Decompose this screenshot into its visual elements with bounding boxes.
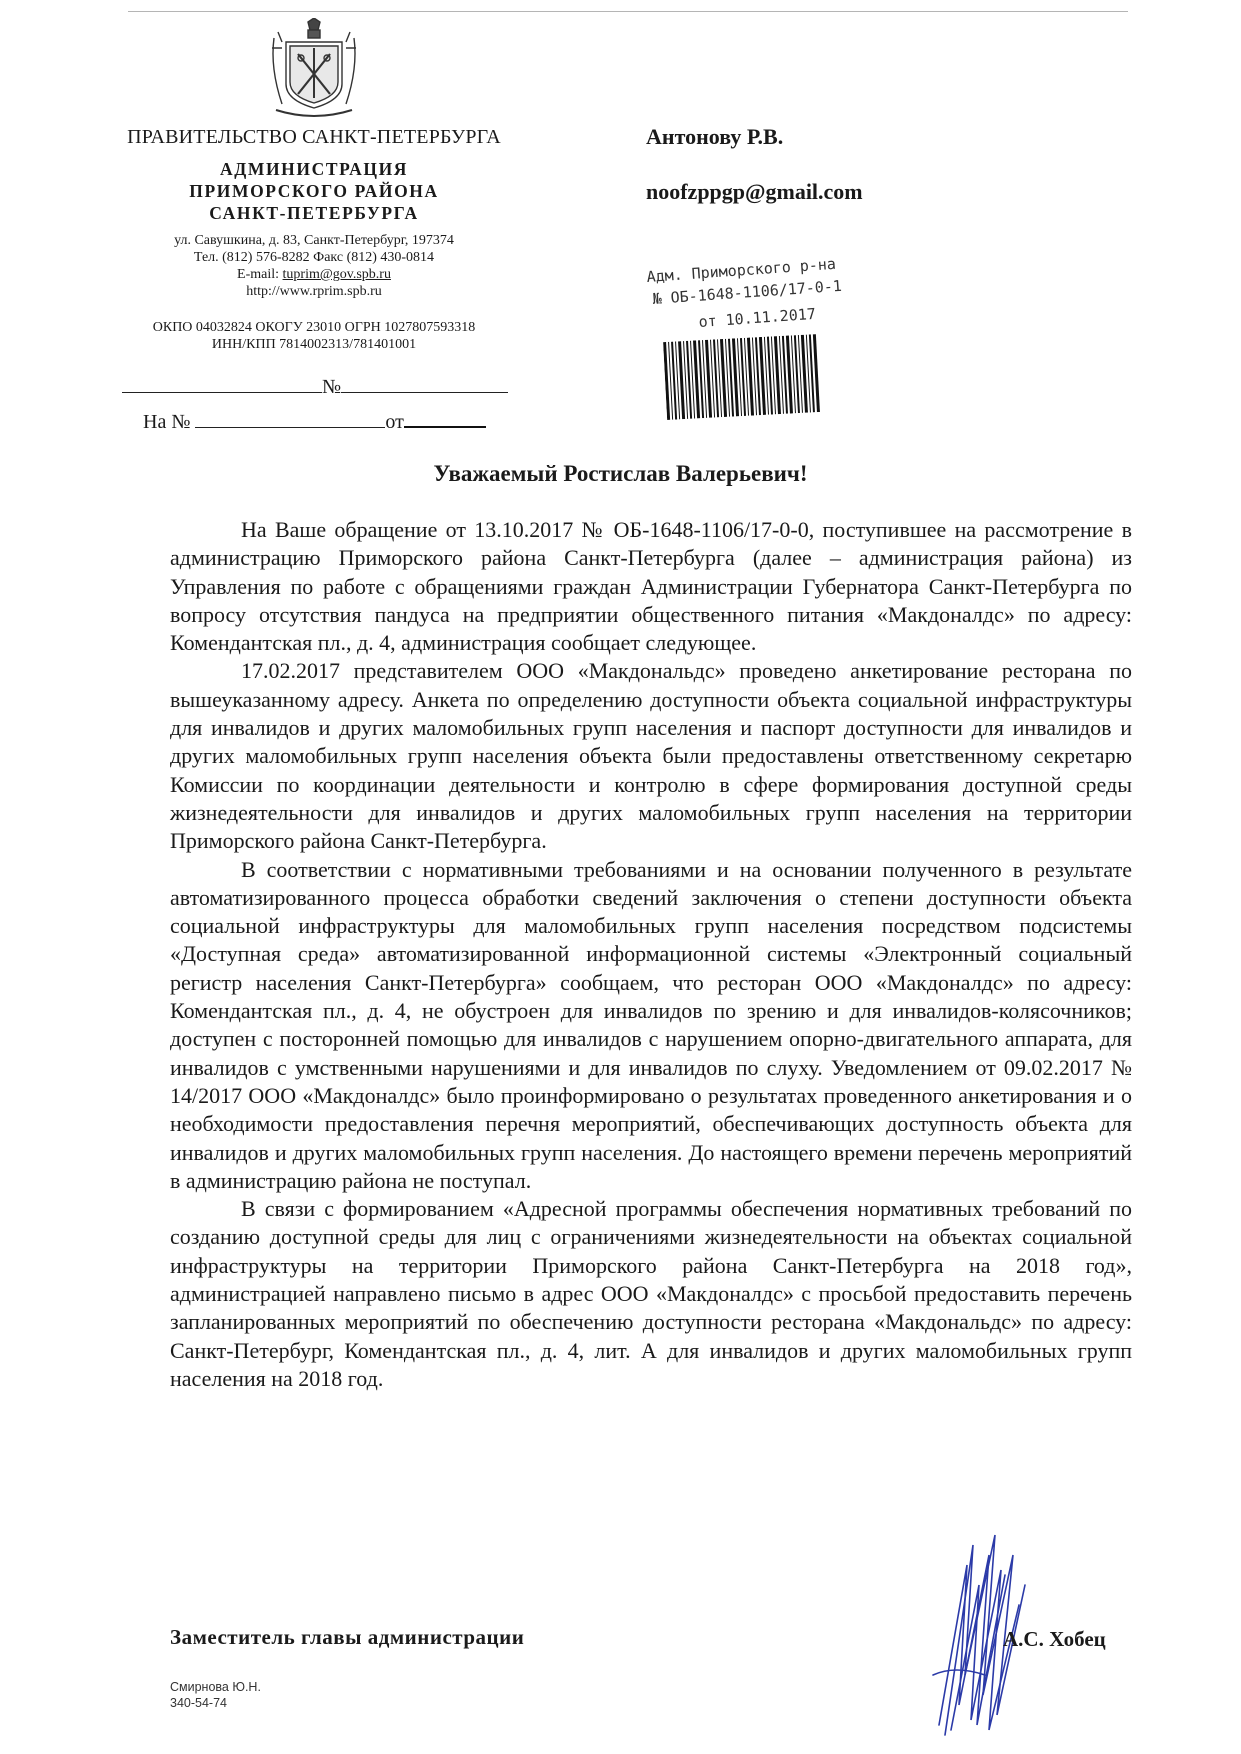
top-rule: [128, 11, 1128, 12]
executor-name: Смирнова Ю.Н.: [170, 1680, 261, 1694]
number-label: №: [322, 376, 342, 398]
in-reply-line: [143, 408, 486, 434]
letterhead-address: ул. Савушкина, д. 83, Санкт-Петербург, 197374: [174, 233, 454, 248]
email-label: E-mail:: [237, 267, 283, 282]
administration-line-2: ПРИМОРСКОГО РАЙОНА: [189, 181, 439, 201]
administration-line-1: АДМИНИСТРАЦИЯ: [219, 159, 409, 179]
signatory-name: А.С. Хобец: [1003, 1627, 1106, 1651]
body-paragraph: На Ваше обращение от 13.10.2017 № ОБ-1648-1106/17-0-0, поступившее на рассмотрение в администрацию Приморского района Санкт-Петербурга (далее – администрация района) из Управления по работе с обращениями граждан Администрации Губернатора Санкт-Петербурга по вопросу отсутствия пандуса на предприятии общественного питания «Макдоналдс» по адресу: Комендантская пл., д. 4, администрация сообщает следующее.: [170, 517, 1132, 656]
letterhead-codes-1: ОКПО 04032824 ОКОГУ 23010 ОГРН 1027807593318: [152, 320, 476, 335]
administration-line-3: САНКТ-ПЕТЕРБУРГА: [209, 203, 419, 223]
body-paragraph: 17.02.2017 представителем ООО «Макдональдс» проведено анкетирование ресторана по вышеуказанному адресу. Анкета по определению доступности объекта социальной инфраструктуры для инвалидов и других маломобильных групп населения и паспорт доступности для инвалидов и других маломобильных групп населения объекта были предоставлены ответственному секретарю Комиссии по координации деятельности и контролю в сфере формирования доступной среды жизнедеятельности для инвалидов и других маломобильных групп населения на территории Приморского района Санкт-Петербурга.: [170, 658, 1132, 854]
letterhead-phone: Тел. (812) 576-8282 Факс (812) 430-0814: [193, 250, 435, 265]
in-reply-label: На №: [143, 411, 191, 433]
salutation: Уважаемый Ростислав Валерьевич!: [433, 461, 808, 486]
letterhead-email: [110, 266, 518, 283]
body-paragraph: В связи с формированием «Адресной программы обеспечения нормативных требований по созданию доступной среды для лиц с ограничениями жизнедеятельности на объектах социальной инфраструктуры на территории Приморского района Санкт-Петербурга на 2018 год», администрацией направлено письмо в адрес ООО «Макдоналдс» с просьбой предоставить перечень запланированных мероприятий по обеспечению доступности ресторана «Макдональдс» по адресу: Санкт-Петербург, Комендантская пл., д. 4, лит. А для инвалидов и других маломобильных групп населения на 2018 год.: [170, 1196, 1132, 1391]
from-blank: [404, 408, 486, 428]
body-paragraph: В соответствии с нормативными требованиями и на основании полученного в результате автоматизированного процесса обработки сведений заключения о степени доступности объекта социальной инфраструктуры для маломобильных групп населения посредством подсистемы «Доступная среда» автоматизированной информационной системы «Электронный социальный регистр населения Санкт-Петербурга» сообщаем, что ресторан ООО «Макдоналдс» по адресу: Комендантская пл., д. 4, не обустроен для инвалидов по зрению и для инвалидов-колясочников; доступен с посторонней помощью для инвалидов с нарушением опорно-двигательного аппарата, для инвалидов с умственными нарушениями и для инвалидов по слуху. Уведомлением от 09.02.2017 № 14/2017 ООО «Макдоналдс» было проинформировано о результатах проведенного анкетирования и о необходимости предоставления перечня мероприятий, обеспечивающих доступность объекта для инвалидов и других маломобильных групп населения. До настоящего времени перечень мероприятий в администрацию района не поступал.: [170, 856, 1132, 1193]
in-reply-blank: [195, 409, 385, 428]
coat-of-arms-icon: [268, 18, 360, 118]
stamp-line-3: от 10.11.2017: [698, 304, 817, 331]
number-blank: [341, 374, 508, 393]
stamp-line-1: Адм. Приморского р-на: [646, 254, 837, 286]
government-header: ПРАВИТЕЛЬСТВО САНКТ-ПЕТЕРБУРГА: [127, 126, 501, 148]
signatory-title: Заместитель главы администрации: [170, 1625, 525, 1649]
addressee-name: Антонову Р.В.: [646, 124, 784, 149]
date-blank: [122, 374, 322, 393]
letterhead-website[interactable]: http://www.rprim.spb.ru: [246, 284, 382, 299]
email-link[interactable]: tuprim@gov.spb.ru: [282, 267, 391, 282]
stamp-line-2: № ОБ-1648-1106/17-0-1: [652, 276, 843, 308]
from-label: от: [385, 411, 404, 433]
letterhead-codes-2: ИНН/КПП 7814002313/781401001: [211, 337, 417, 352]
letter-body: [170, 516, 1132, 1393]
outgoing-number-line: [122, 374, 508, 399]
barcode-image: [663, 334, 822, 420]
executor-phone: 340-54-74: [170, 1696, 227, 1710]
addressee-email: noofzppgp@gmail.com: [646, 179, 863, 204]
